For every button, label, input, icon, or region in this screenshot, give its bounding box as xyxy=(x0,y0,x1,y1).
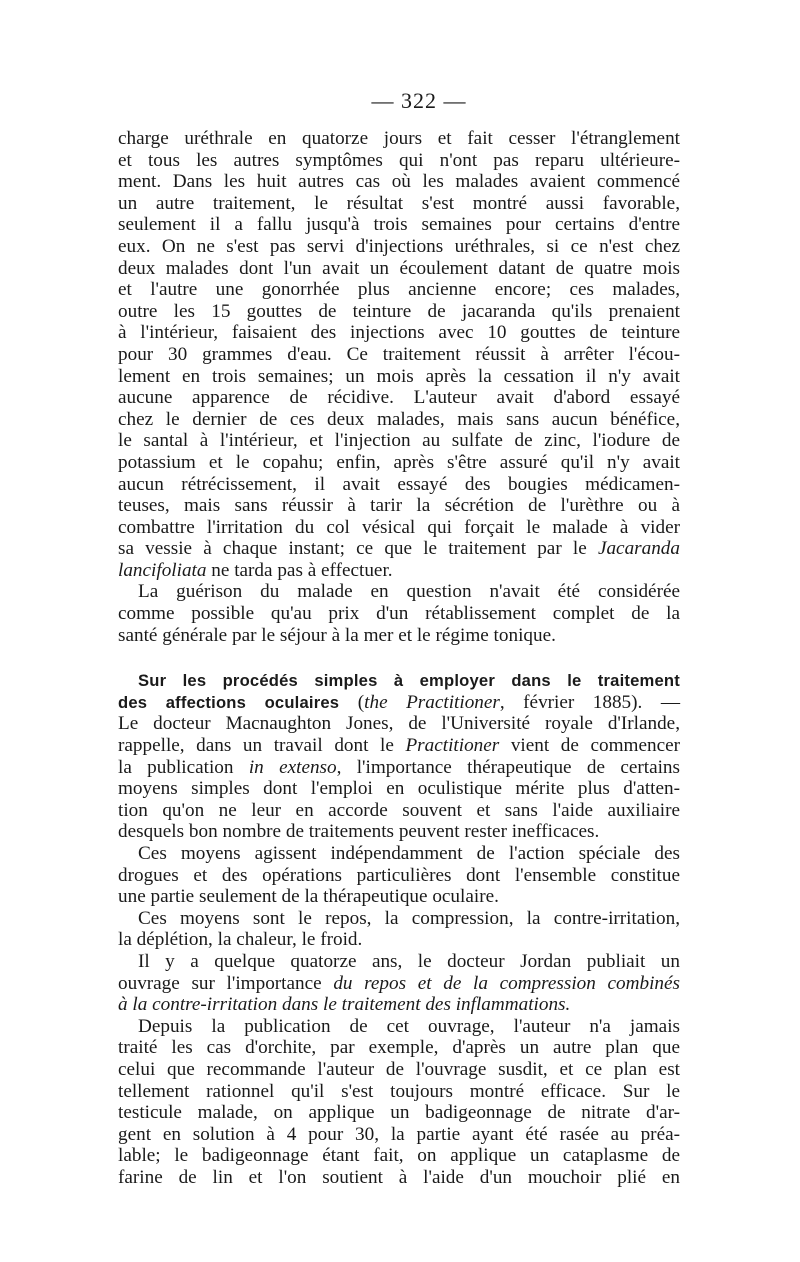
page-number: — 322 — xyxy=(371,88,467,113)
italic-run: lancifoliata xyxy=(118,559,207,581)
text-run: , février 1885). — xyxy=(499,691,681,713)
text-line xyxy=(118,994,680,1016)
italic-run: Practitioner xyxy=(405,735,500,757)
text-line xyxy=(118,692,680,714)
text-line: outre les 15 gouttes de teinture de jacaranda qu'ils prenaient xyxy=(118,300,680,322)
text-line: le santal à l'intérieur, et l'injection au sulfate de zinc, l'iodure de xyxy=(118,430,680,452)
text-line xyxy=(118,538,680,560)
text-run: ( xyxy=(339,691,365,713)
text-line: pour 30 grammes d'eau. Ce traitement réussit à arrêter l'écou- xyxy=(118,343,680,365)
text-run: , l'importance thérapeutique de certains xyxy=(336,756,680,778)
text-line: Le docteur Macnaughton Jones, de l'Université royale d'Irlande, xyxy=(118,713,680,735)
text-line: farine de lin et l'on soutient à l'aide d'un mouchoir plié en xyxy=(118,1166,680,1188)
text-line: et tous les autres symptômes qui n'ont pas reparu ultérieure- xyxy=(118,149,680,171)
section-ocular xyxy=(118,670,680,1188)
text-run: la publication xyxy=(118,756,249,778)
text-line: tion qu'on ne leur en accorde souvent et sans l'aide auxiliaire xyxy=(118,799,680,821)
text-line: une partie seulement de la thérapeutique oculaire. xyxy=(118,886,499,908)
text-line: un autre traitement, le résultat s'est montré aussi favorable, xyxy=(118,192,680,214)
paragraph-continued xyxy=(118,128,680,646)
text-line: charge uréthrale en quatorze jours et fait cesser l'étranglement xyxy=(118,128,680,149)
section-gap xyxy=(118,646,680,670)
text-line: testicule malade, on applique un badigeonnage de nitrate d'ar- xyxy=(118,1102,680,1124)
text-line: à l'intérieur, faisaient des injections avec 10 gouttes de teinture xyxy=(118,322,680,344)
text-line: Il y a quelque quatorze ans, le docteur Jordan publiait un xyxy=(138,950,680,972)
text-line: Depuis la publication de cet ouvrage, l'auteur n'a jamais xyxy=(138,1015,680,1037)
text-line: La guérison du malade en question n'avait été considérée xyxy=(138,581,680,603)
italic-run: in extenso xyxy=(248,756,337,778)
text-line: ment. Dans les huit autres cas où les malades avaient commencé xyxy=(118,171,680,193)
text-line: moyens simples dont l'emploi en oculistique mérite plus d'atten- xyxy=(118,778,680,800)
text-line: chez le dernier de ces deux malades, mais sans aucun bénéfice, xyxy=(118,408,680,430)
text-line: seulement il a fallu jusqu'à trois semaines pour certains d'entre xyxy=(118,214,680,236)
text-line: desquels bon nombre de traitements peuvent rester inefficaces. xyxy=(118,821,600,843)
text-line: eux. On ne s'est pas servi d'injections uréthrales, si ce n'est chez xyxy=(118,235,680,257)
italic-run: the Practitioner xyxy=(364,691,500,713)
text-line: traité les cas d'orchite, par exemple, d'après un autre plan que xyxy=(118,1037,680,1059)
text-line: la déplétion, la chaleur, le froid. xyxy=(118,929,363,951)
text-line: santé générale par le séjour à la mer et le régime tonique. xyxy=(118,624,556,646)
text-run: ouvrage sur l'importance xyxy=(118,972,334,994)
text-line: teuses, mais sans réussir à tarir la sécrétion de l'urèthre ou à xyxy=(118,495,680,517)
text-line: drogues et des opérations particulières dont l'ensemble constitue xyxy=(118,864,680,886)
text-line xyxy=(118,757,680,779)
section-title: Sur les procédés simples à employer dans le traitement xyxy=(138,671,680,691)
text-line: deux malades dont l'un avait un écoulement datant de quatre mois xyxy=(118,257,680,279)
text-line: lable; le badigeonnage étant fait, on applique un cataplasme de xyxy=(118,1145,680,1167)
text-line xyxy=(118,560,680,582)
section-title-continued: des affections oculaires xyxy=(118,692,340,712)
text-line: gent en solution à 4 pour 30, la partie ayant été rasée au préa- xyxy=(118,1123,680,1145)
text-run: vient de commencer xyxy=(499,735,680,757)
text-line xyxy=(118,735,680,757)
text-line: Ces moyens sont le repos, la compression, la contre-irritation, xyxy=(138,907,680,929)
text-line: potassium et le copahu; enfin, après s'être assuré qu'il n'y avait xyxy=(118,451,680,473)
italic-run: du repos et de la compression combinés xyxy=(333,972,680,994)
text-line xyxy=(118,973,680,995)
text-line: combattre l'irritation du col vésical qui forçait le malade à vider xyxy=(118,516,680,538)
text-line: celui que recommande l'auteur de l'ouvrage susdit, et ce plan est xyxy=(118,1058,680,1080)
italic-run: à la contre-irritation dans le traitement des inflammations. xyxy=(118,994,571,1016)
text-line: et l'autre une gonorrhée plus ancienne encore; ces malades, xyxy=(118,279,680,301)
text-line: Ces moyens agissent indépendamment de l'action spéciale des xyxy=(138,843,680,864)
text-run: rappelle, dans un travail dont le xyxy=(118,735,406,757)
text-line: tellement rationnel qu'il s'est toujours montré efficace. Sur le xyxy=(118,1080,680,1102)
text-line: comme possible qu'au prix d'un rétablissement complet de la xyxy=(118,603,680,625)
text-run: ne tarda pas à effectuer. xyxy=(206,559,393,581)
text-line: aucune apparence de récidive. L'auteur avait d'abord essayé xyxy=(118,387,680,409)
italic-run: Jacaranda xyxy=(597,538,680,560)
text-line: lement en trois semaines; un mois après la cessation il n'y avait xyxy=(118,365,680,387)
book-page xyxy=(118,88,680,1189)
text-run: sa vessie à chaque instant; ce que le traitement par le xyxy=(118,538,598,560)
text-line: aucun rétrécissement, il avait essayé des bougies médicamen- xyxy=(118,473,680,495)
